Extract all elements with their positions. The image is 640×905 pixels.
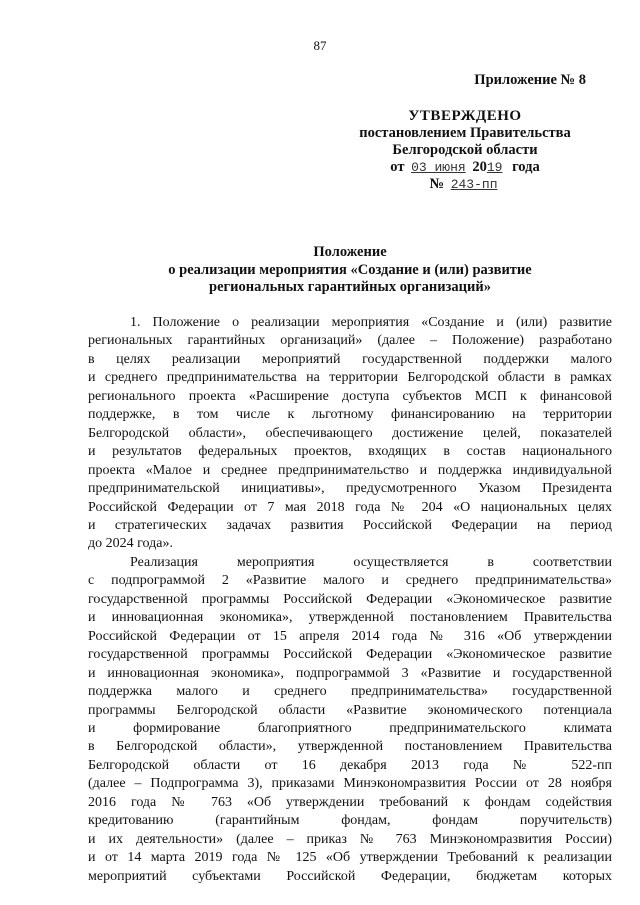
paragraph-line: программы Белгородской области «Развитие экономического потенциала: [88, 702, 612, 718]
paragraph-line: (далее – Подпрограмма 3), приказами Минэкономразвития России от 28 ноября: [88, 776, 612, 792]
paragraph-line: регионального проекта «Расширение доступа субъектов МСП к финансовой: [88, 388, 612, 404]
approval-line-1: постановлением Правительства: [359, 125, 571, 141]
paragraph-line: в Белгородской области», утвержденной постановлением Правительства: [88, 739, 612, 755]
document-number: 243-пп: [450, 177, 498, 192]
paragraph-line: с подпрограммой 2 «Развитие малого и среднего предпринимательства»: [88, 573, 612, 589]
approved-heading: УТВЕРЖДЕНО: [408, 108, 522, 124]
paragraph-line: поддержке, в том числе к льготному финансированию на территории: [88, 407, 612, 423]
date-prefix: от: [390, 159, 405, 175]
date-suffix: года: [512, 159, 540, 175]
date-day: 03 июня: [411, 160, 466, 175]
paragraph-line: в целях реализации мероприятий государственной поддержки малого: [88, 351, 612, 367]
paragraph-line: предпринимательской инициативы», предусмотренного Указом Президента: [88, 481, 612, 497]
paragraph-line: и среднего предпринимательства на территории Белгородской области в рамках: [88, 370, 612, 386]
date-year-suffix: 19: [486, 160, 503, 175]
approval-date: [340, 159, 590, 176]
paragraph-line: Российской Федерации от 7 мая 2018 года № 204 «О национальных целях: [88, 499, 612, 515]
title-line-1: Положение: [313, 244, 387, 260]
paragraph-line: Реализация мероприятия осуществляется в соответствии: [130, 554, 612, 570]
paragraph-1: [88, 314, 612, 554]
paragraph-line: до 2024 года».: [88, 536, 173, 552]
paragraph-line: поддержка малого и среднего предпринимательства» государственной: [88, 684, 612, 700]
paragraph-line: региональных гарантийных организаций» (далее – Положение) разработано: [88, 333, 612, 349]
paragraph-line: проекта «Малое и среднее предпринимательство и поддержка индивидуальной: [88, 462, 612, 478]
paragraph-line: Российской Федерации от 15 апреля 2014 года № 316 «Об утверждении: [88, 628, 612, 644]
paragraph-2: [88, 554, 612, 886]
paragraph-line: и стратегических задачах развития Российской Федерации на период: [88, 517, 612, 533]
document-body: [88, 314, 612, 886]
paragraph-line: 2016 года № 763 «Об утверждении требований к фондам содействия: [88, 794, 612, 810]
approval-line-2: Белгородской области: [392, 142, 538, 158]
paragraph-line: и результатов федеральных проектов, входящих в состав национального: [88, 444, 612, 460]
title-line-2: о реализации мероприятия «Создание и (или) развитие: [168, 261, 532, 278]
paragraph-line: мероприятий субъектами Российской Федерации, бюджетам которых: [88, 868, 612, 884]
paragraph-line: Белгородской области», обеспечивающего достижение целей, показателей: [88, 425, 612, 441]
paragraph-line: 1. Положение о реализации мероприятия «Создание и (или) развитие: [130, 315, 612, 330]
paragraph-line: и от 14 марта 2019 года № 125 «Об утверждении Требований к реализации: [88, 850, 612, 866]
paragraph-line: Белгородской области от 16 декабря 2013 года № 522-пп: [88, 757, 612, 773]
paragraph-line: и инновационная экономика», подпрограммой 3 «Развитие и государственной: [88, 665, 612, 681]
paragraph-line: и их деятельности» (далее – приказ № 763 Минэкономразвития России): [88, 831, 612, 847]
paragraph-line: и инновационная экономика», утвержденной постановлением Правительства: [88, 610, 612, 626]
number-prefix: №: [429, 176, 445, 192]
paragraph-line: государственной программы Российской Федерации «Экономическое развитие: [88, 591, 612, 607]
approval-number: [340, 176, 590, 193]
document-title: [70, 244, 630, 297]
paragraph-line: государственной программы Российской Федерации «Экономическое развитие: [88, 647, 612, 663]
title-line-3: региональных гарантийных организаций»: [209, 279, 491, 295]
approval-block: [340, 72, 590, 193]
appendix-label: Приложение № 8: [474, 72, 586, 88]
paragraph-line: кредитованию (гарантийным фондам, фондам поручительств): [88, 813, 612, 829]
date-year-prefix: 20: [472, 159, 487, 175]
page-number: 87: [313, 38, 327, 53]
paragraph-line: и формирование благоприятного предпринимательского климата: [88, 720, 612, 736]
